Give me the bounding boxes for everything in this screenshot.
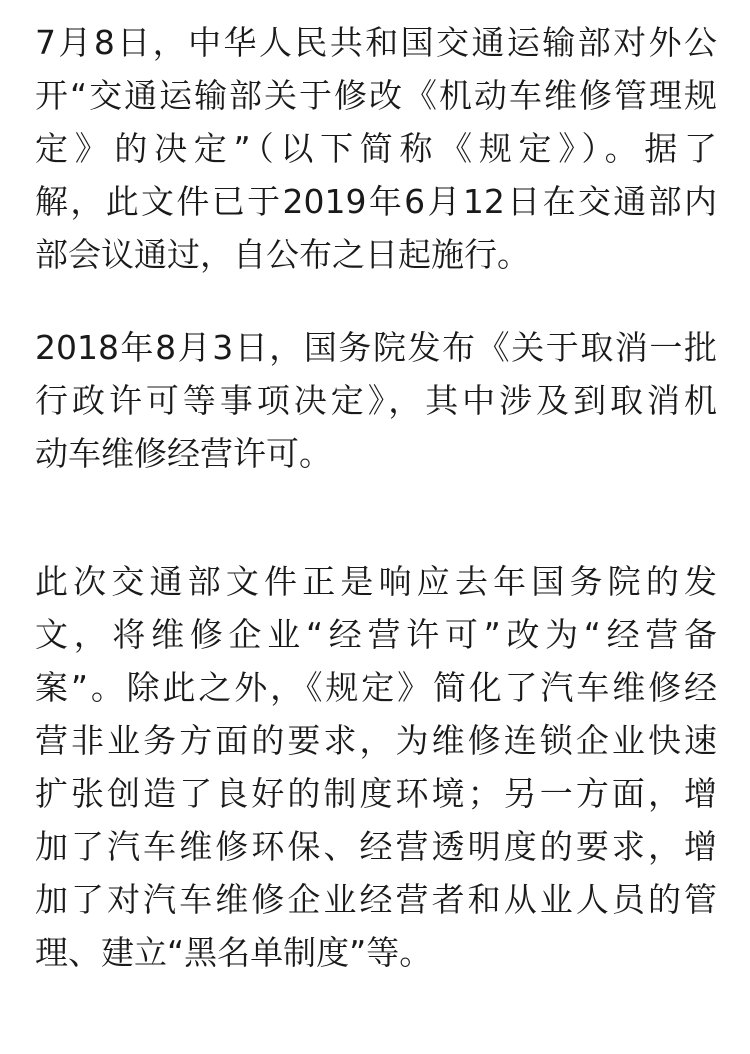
text-line: 解，此文件已于2019年6月12日在交通部内 (35, 182, 717, 221)
paragraph-3 (35, 555, 717, 979)
text-line: 动车维修经营许可。 (35, 434, 332, 473)
paragraph-1 (35, 16, 717, 281)
paragraph-2 (35, 321, 717, 480)
text-line: 开“交通运输部关于修改《机动车维修管理规 (35, 76, 717, 115)
text-line: 加了汽车维修环保、经营透明度的要求，增 (35, 827, 717, 866)
text-line: 理、建立“黑名单制度”等。 (35, 933, 433, 972)
text-line: 此次交通部文件正是响应去年国务院的发 (35, 562, 717, 601)
text-line: 营非业务方面的要求，为维修连锁企业快速 (35, 721, 717, 760)
text-line: 文，将维修企业“经营许可”改为“经营备 (35, 615, 717, 654)
text-line: 行政许可等事项决定》，其中涉及到取消机 (35, 381, 717, 420)
text-line: 7月8日，中华人民共和国交通运输部对外公 (35, 23, 717, 62)
text-line: 2018年8月3日，国务院发布《关于取消一批 (35, 328, 717, 367)
text-line: 定》的决定”（以下简称《规定》）。据了 (35, 129, 717, 168)
text-line: 案”。除此之外，《规定》简化了汽车维修经 (35, 668, 717, 707)
text-line: 部会议通过，自公布之日起施行。 (35, 235, 530, 274)
text-line: 扩张创造了良好的制度环境；另一方面，增 (35, 774, 717, 813)
text-line: 加了对汽车维修企业经营者和从业人员的管 (35, 880, 717, 919)
